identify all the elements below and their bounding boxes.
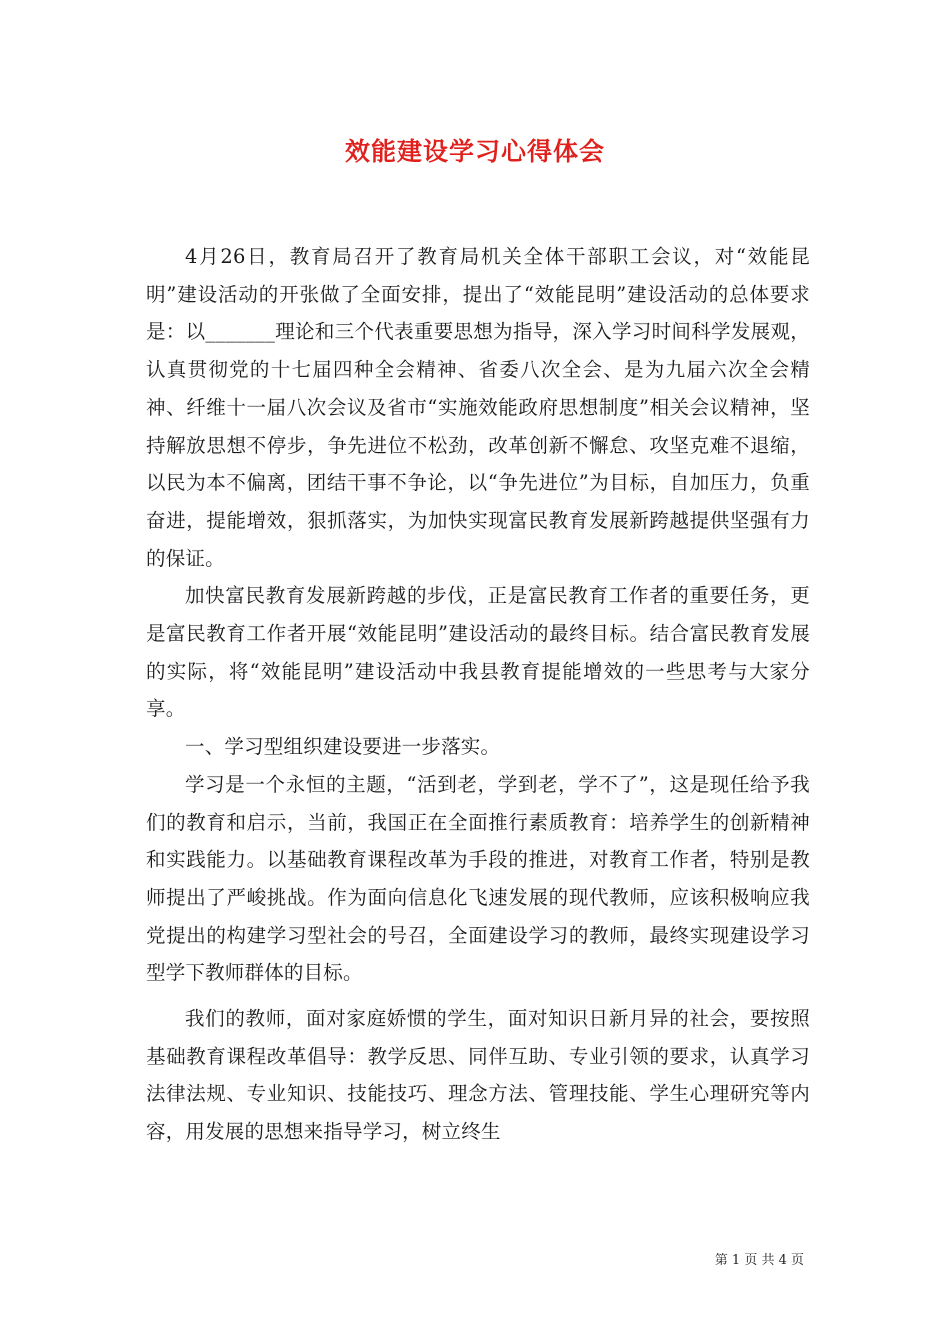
page-number-footer: 第 1 页 共 4 页: [714, 1253, 804, 1268]
paragraph-4: 我们的教师，面对家庭娇惯的学生，面对知识日新月异的社会，要按照基础教育课程改革倡导：教学反思、同伴互助、专业引领的要求，认真学习法律法规、专业知识、技能技巧、理念方法、管理技能、学生心理研究等内容，用发展的思想来指导学习，树立终生: [146, 1007, 810, 1144]
paragraph-1: 4月26日，教育局召开了教育局机关全体干部职工会议，对“效能昆明”建设活动的开张做了全面安排，提出了“效能昆明”建设活动的总体要求是：以_______理论和三个代表重要思想为指导，深入学习时间科学发展观，认真贯彻党的十七届四种全会精神、省委八次全会、是为九届六次全会精神、纤维十一届八次会议及省市“实施效能政府思想制度”相关会议精神，坚持解放思想不停步，争先进位不松劲，改革创新不懈怠、攻坚克难不退缩，以民为本不偏离，团结干事不争论，以“争先进位”为目标，自加压力，负重奋进，提能增效，狠抓落实，为加快实现富民教育发展新跨越提供坚强有力的保证。: [146, 245, 810, 570]
paragraph-2: 加快富民教育发展新跨越的步伐，正是富民教育工作者的重要任务，更是富民教育工作者开展“效能昆明”建设活动的最终目标。结合富民教育发展的实际，将“效能昆明”建设活动中我县教育提能增效的一些思考与大家分享。: [146, 584, 810, 721]
paragraph-3: 学习是一个永恒的主题，“活到老，学到老，学不了”，这是现任给予我们的教育和启示，当前，我国正在全面推行素质教育：培养学生的创新精神和实践能力。以基础教育课程改革为手段的推进，对教育工作者，特别是教师提出了严峻挑战。作为面向信息化飞速发展的现代教师，应该积极响应我党提出的构建学习型社会的号召，全面建设学习的教师，最终实现建设学习型学下教师群体的目标。: [146, 772, 810, 985]
section-heading-1: 一、学习型组织建设要进一步落实。: [185, 735, 501, 759]
document-title: 效能建设学习心得体会: [344, 137, 605, 166]
document-body: [146, 238, 810, 1151]
